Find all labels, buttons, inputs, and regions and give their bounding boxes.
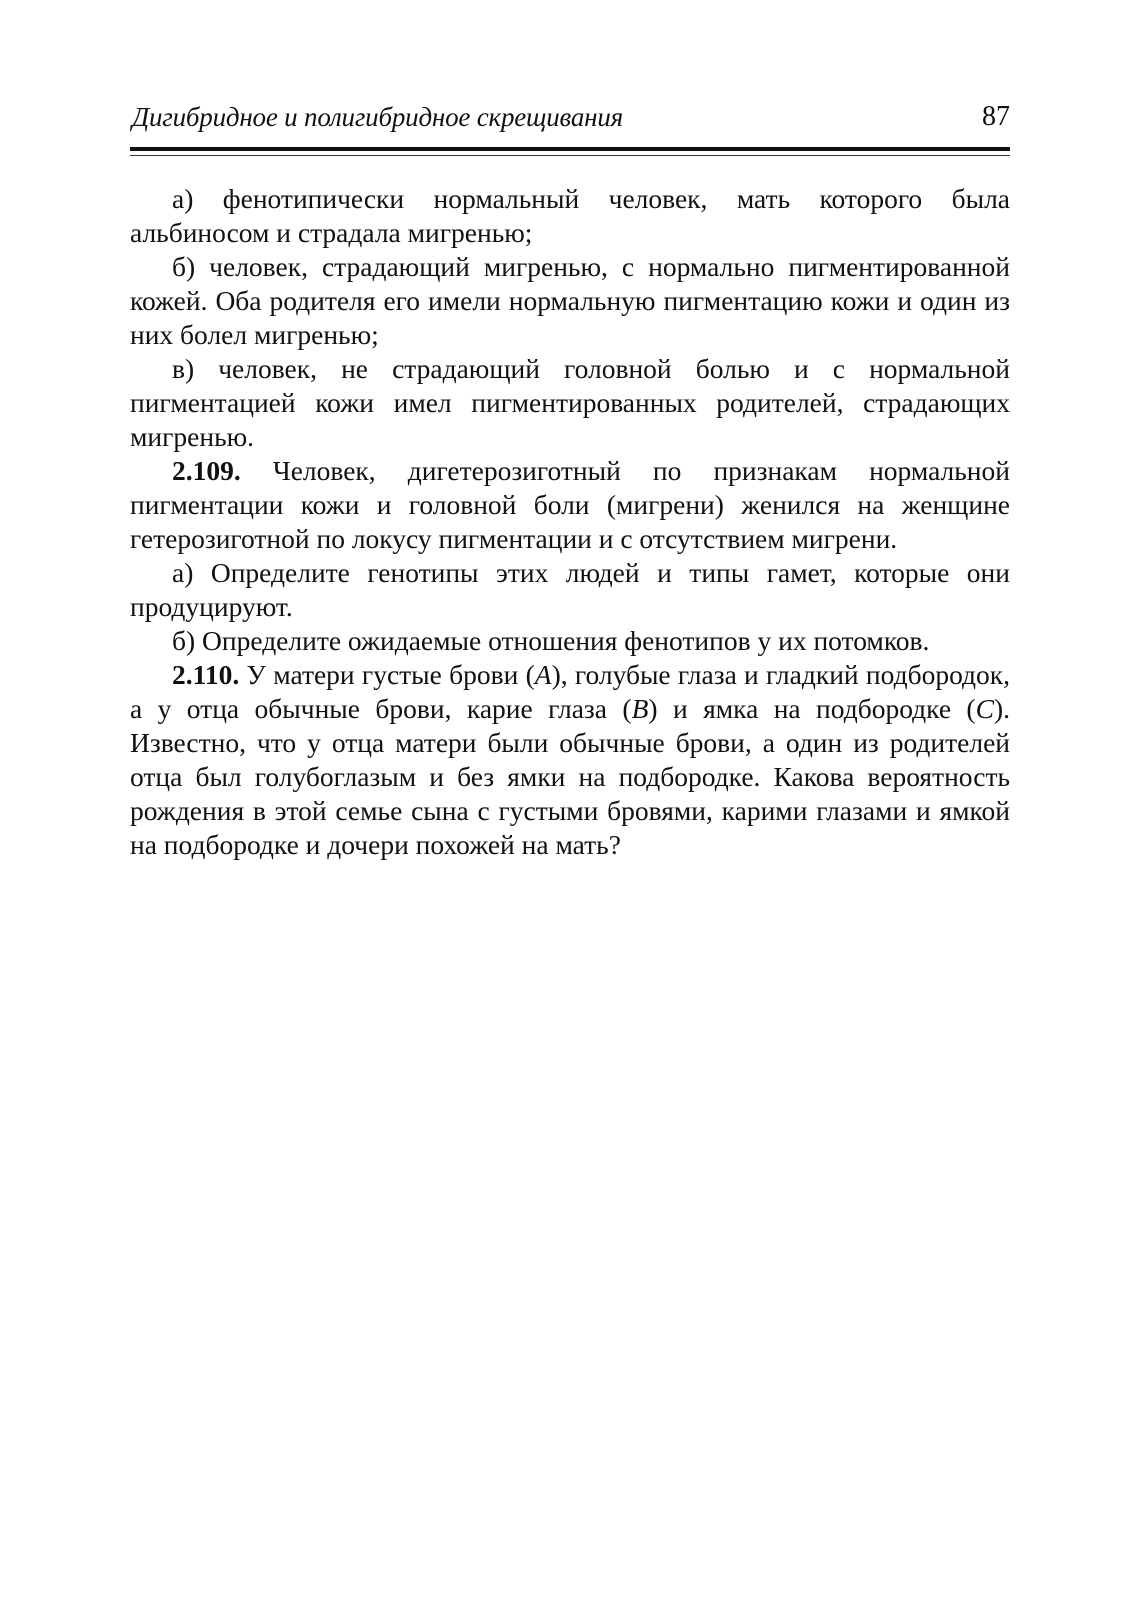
gene-symbol: B xyxy=(631,693,649,724)
paragraph-b: б) человек, страдающий мигренью, с нормально пигментированной кожей. Оба родителя его имели нормальную пигментацию кожи и один из них болел мигренью; xyxy=(130,251,1010,350)
gene-symbol: C xyxy=(975,693,994,724)
book-page xyxy=(130,100,1011,860)
running-title: Дигибридное и полигибридное скрещивания xyxy=(132,102,623,132)
page-number: 87 xyxy=(982,101,1010,132)
paragraph-c: в) человек, не страдающий головной болью и с нормальной пигментацией кожи имел пигментированных родителей, страдающих мигренью. xyxy=(130,353,1010,452)
problem-number: 2.110. xyxy=(172,659,240,690)
problem-text-part: ). Известно, что у отца матери были обычные брови, а один из родителей отца был голубоглазым и без ямки на подбородке. Какова вероятность рождения в этой семье сына с густыми бровями, карими глазами и ямкой на подбородке и дочери похожей на мать? xyxy=(130,693,1010,860)
problem-2-110 xyxy=(130,658,1010,862)
problem-text-part: ) и ямка на подбородке ( xyxy=(648,693,976,724)
problem-text-part: У матери густые брови ( xyxy=(239,659,535,690)
task-b: б) Определите ожидаемые отношения фенотипов у их потомков. xyxy=(172,625,930,656)
gene-symbol: A xyxy=(534,659,552,690)
problem-number: 2.109. xyxy=(172,455,241,486)
body-text xyxy=(130,182,1010,862)
problem-text: Человек, дигетерозиготный по признакам нормальной пигментации кожи и головной боли (мигрени) женился на женщине гетерозиготной по локусу пигментации и с отсутствием мигрени. xyxy=(130,455,1010,554)
running-head xyxy=(130,100,1010,140)
problem-text-part: ), голубые глаза и гладкий подбородок, а у отца обычные брови, карие глаза ( xyxy=(130,659,1011,724)
header-rule-thin xyxy=(130,155,1010,156)
paragraph-a: а) фенотипически нормальный человек, мать которого была альбиносом и страдала мигренью; xyxy=(130,183,1010,248)
header-rule-thick xyxy=(130,147,1010,151)
problem-2-109 xyxy=(130,454,1010,556)
task-a: а) Определите генотипы этих людей и типы гамет, которые они продуцируют. xyxy=(130,557,1010,622)
